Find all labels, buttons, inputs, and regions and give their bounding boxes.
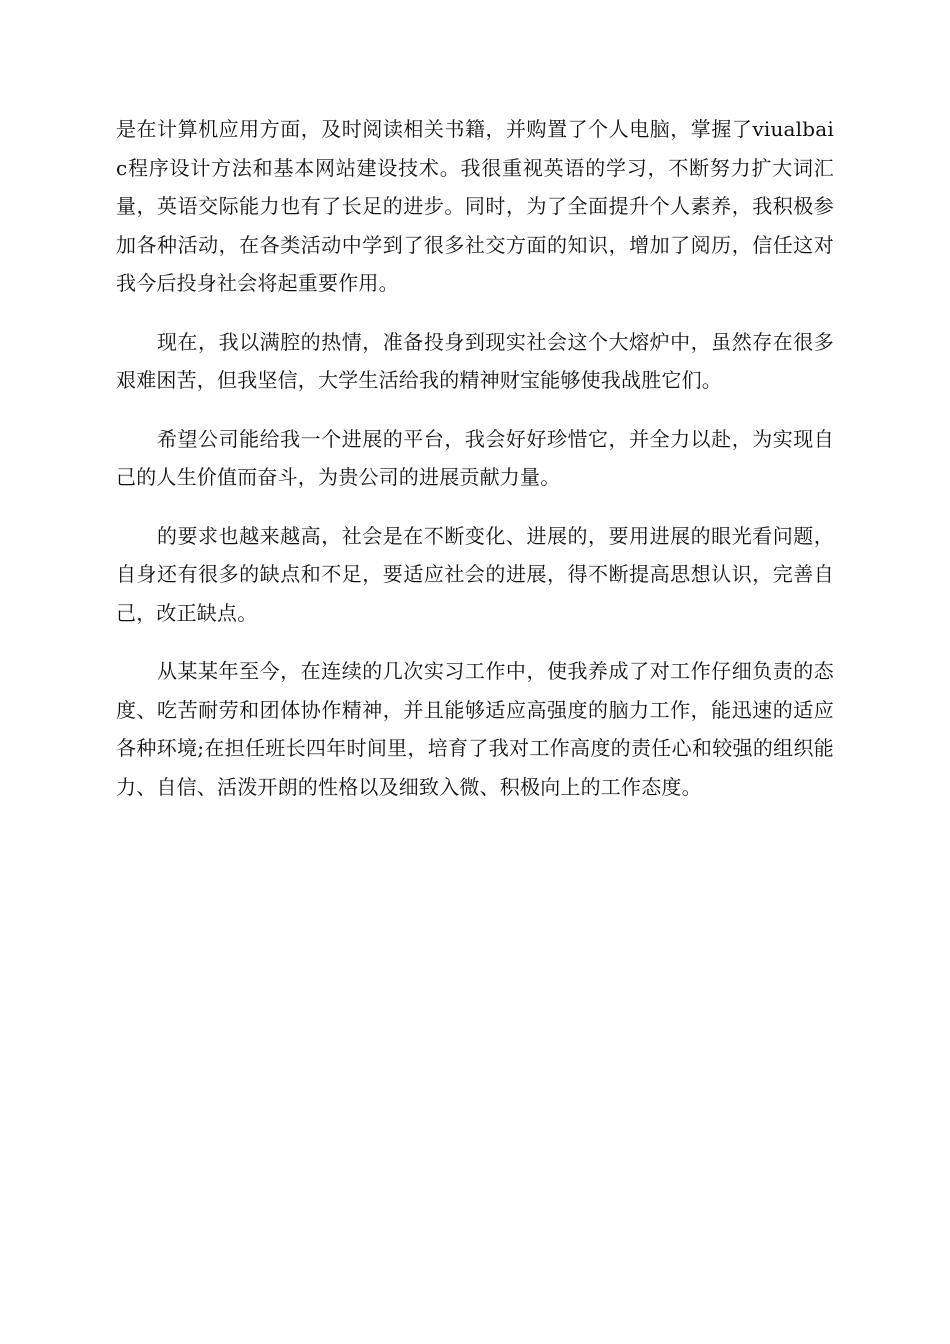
paragraph-4: 的要求也越来越高，社会是在不断变化、进展的，要用进展的眼光看问题，自身还有很多的缺点和不足，要适应社会的进展，得不断提高思想认识，完善自己，改正缺点。 xyxy=(116,523,834,625)
paragraph-2: 现在，我以满腔的热情，准备投身到现实社会这个大熔炉中，虽然存在很多艰难困苦，但我坚信，大学生活给我的精神财宝能够使我战胜它们。 xyxy=(116,329,834,392)
paragraph-5: 从某某年至今，在连续的几次实习工作中，使我养成了对工作仔细负责的态度、吃苦耐劳和团体协作精神，并且能够适应高强度的脑力工作，能迅速的适应各种环境;在担任班长四年时间里，培育了我对工作高度的责任心和较强的组织能力、自信、活泼开朗的性格以及细致入微、积极向上的工作态度。 xyxy=(116,659,834,799)
paragraph-1: 是在计算机应用方面，及时阅读相关书籍，并购置了个人电脑，掌握了viualbaic程序设计方法和基本网站建设技术。我很重视英语的学习，不断努力扩大词汇量，英语交际能力也有了长足的进步。同时，为了全面提升个人素养，我积极参加各种活动，在各类活动中学到了很多社交方面的知识，增加了阅历，信任这对我今后投身社会将起重要作用。 xyxy=(116,117,834,295)
paragraph-3: 希望公司能给我一个进展的平台，我会好好珍惜它，并全力以赴，为实现自己的人生价值而奋斗，为贵公司的进展贡献力量。 xyxy=(116,426,834,489)
document-body xyxy=(116,110,834,826)
